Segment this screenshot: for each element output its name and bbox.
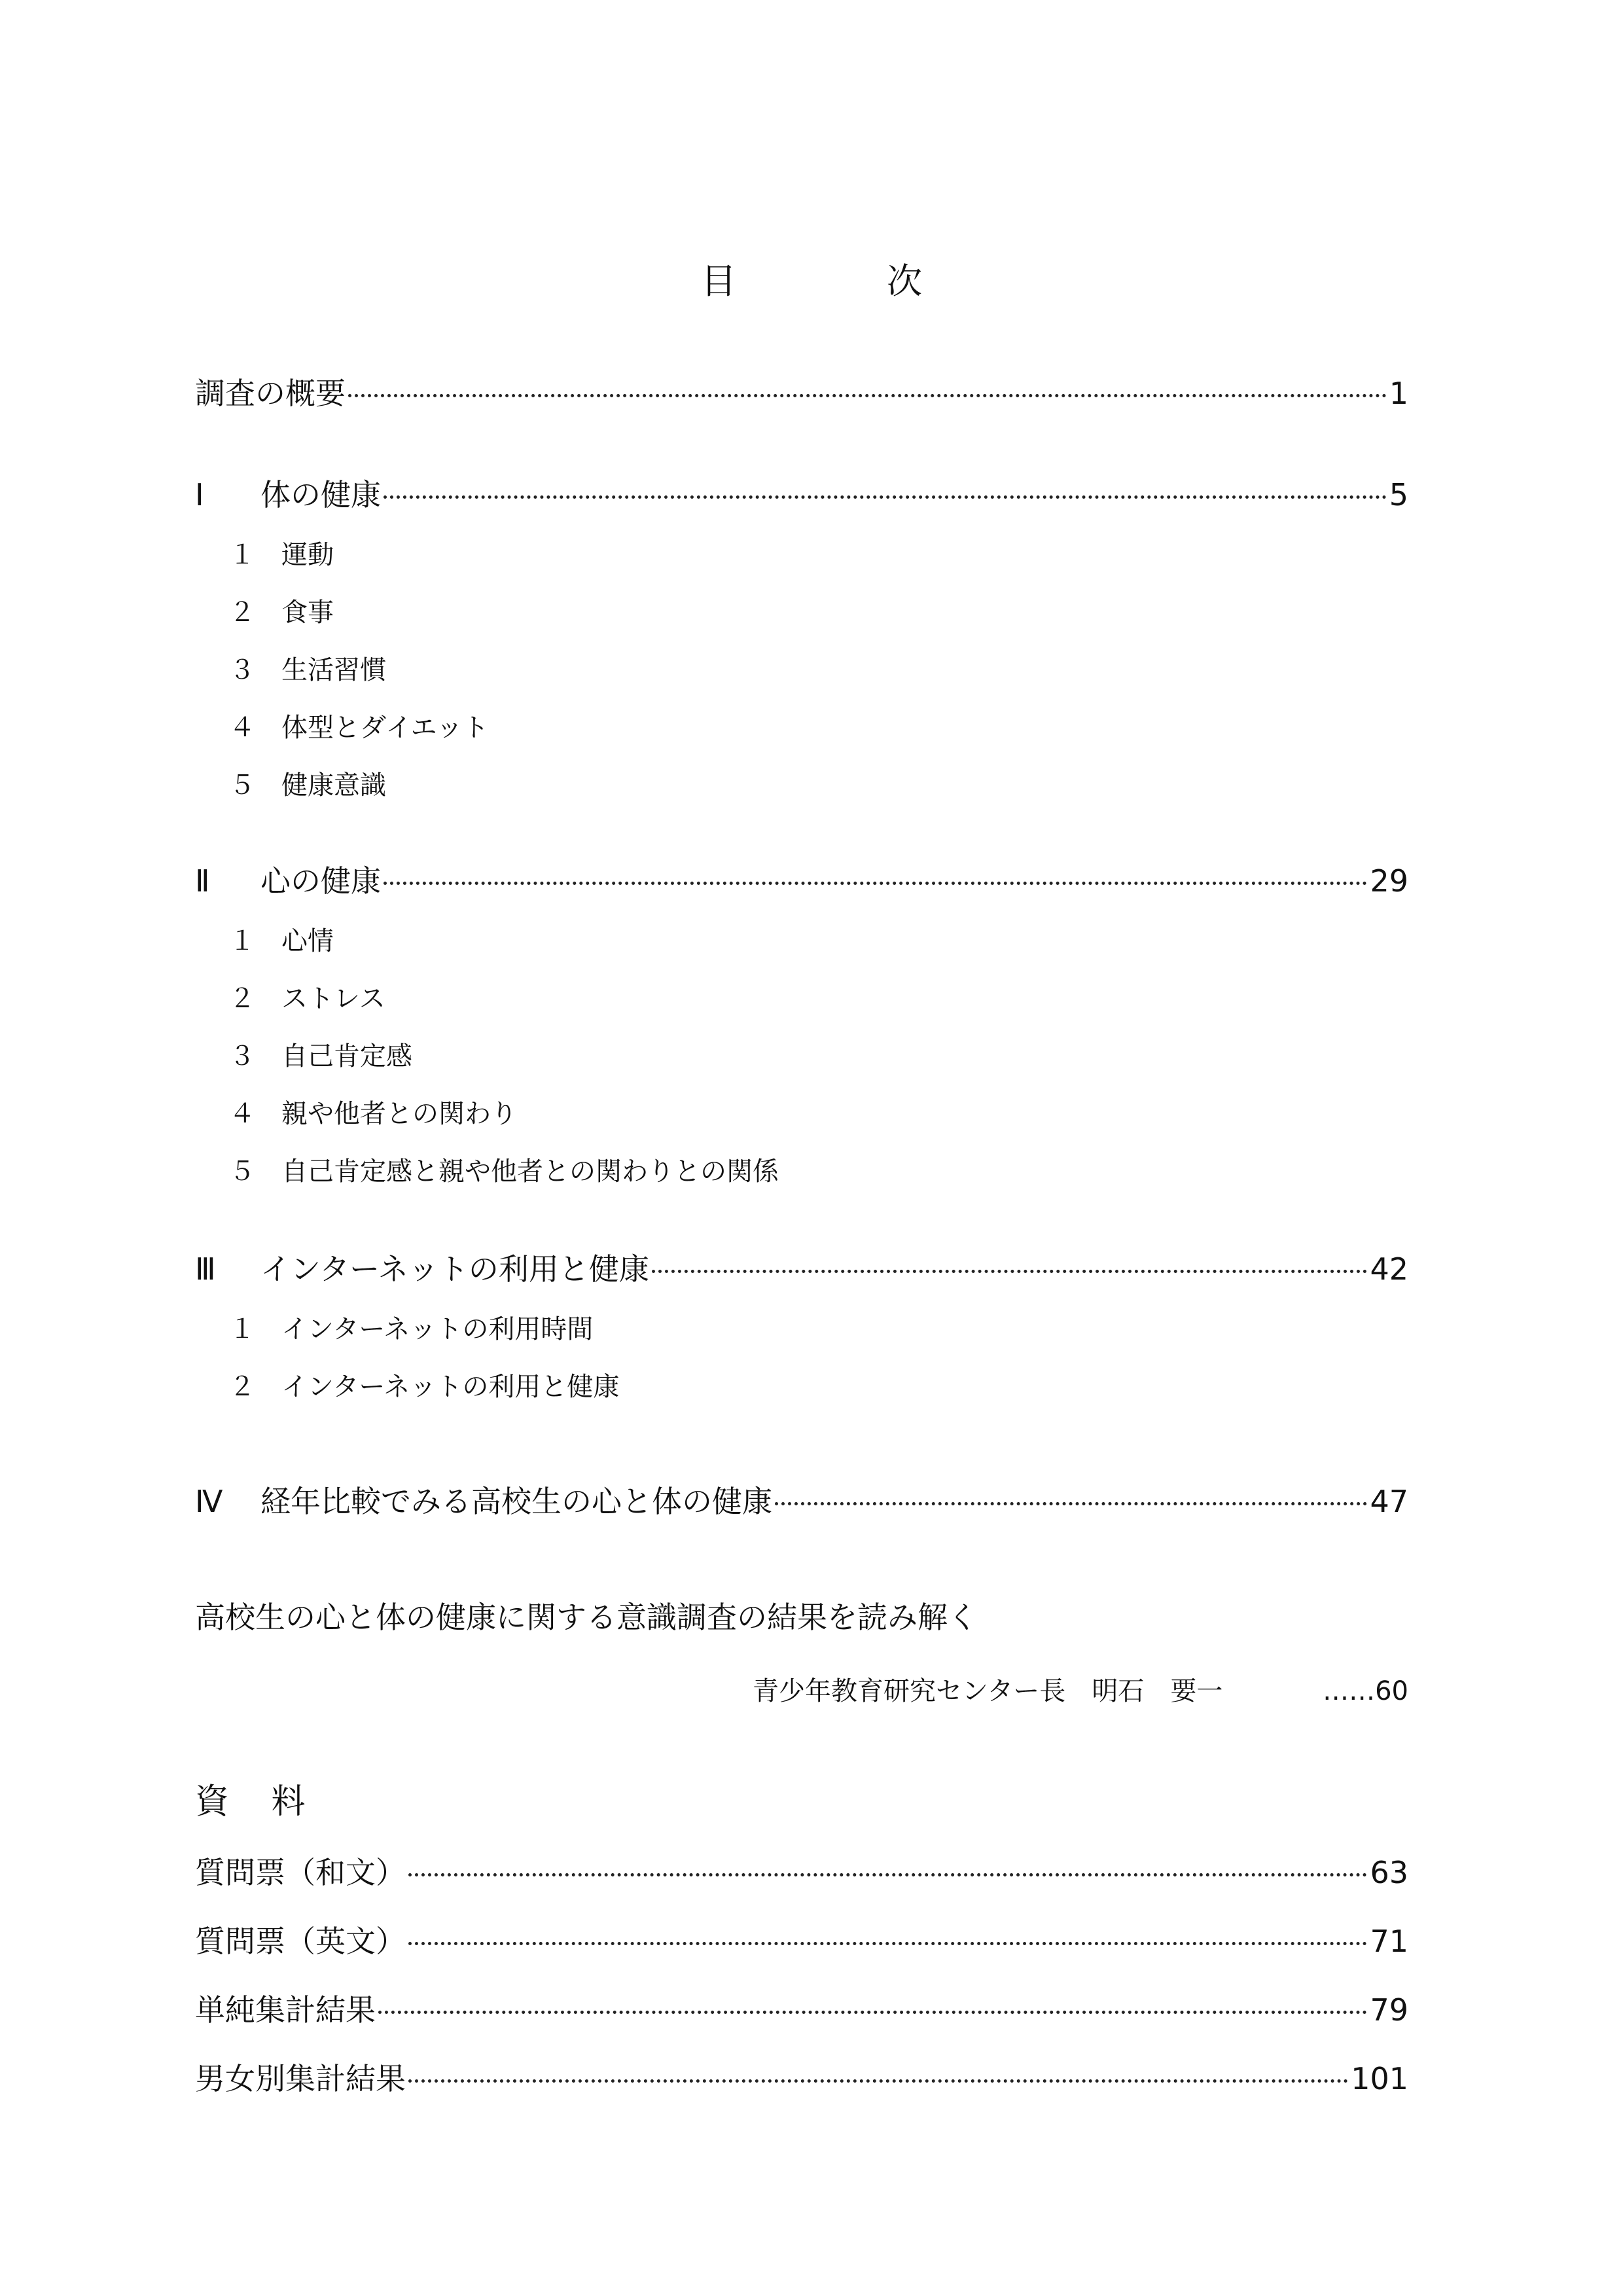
appendix-page: 101 [1351,2061,1408,2096]
toc-appendix-item[interactable] [195,1852,1408,1893]
toc-subitem[interactable] [229,767,386,804]
appendix-heading: 資 料 [195,1782,321,1821]
chapter-label: 体の健康 [260,477,381,512]
subitem-number: ５ [229,1157,255,1187]
toc-subitem[interactable] [229,980,385,1017]
subitem-label: インターネットの利用時間 [281,1314,594,1344]
subitem-number: ３ [229,655,255,685]
subitem-label: ストレス [281,984,385,1014]
subitem-label: 生活習慣 [281,655,386,685]
chapter-label: インターネットの利用と健康 [260,1251,649,1287]
toc-subitem[interactable] [229,923,334,960]
chapter-label: 心の健康 [260,863,381,899]
appendix-label: 単純集計結果 [195,1992,376,2028]
chapter-page: 5 [1389,477,1408,512]
dot-leader [408,1942,1367,1945]
chapter-number: Ⅰ [195,477,204,512]
subitem-label: 親や他者との関わり [281,1099,517,1129]
chapter-number: Ⅳ [195,1484,223,1519]
dot-leader [408,2079,1348,2083]
chapter-number: Ⅱ [195,863,210,899]
subitem-label: 食事 [281,598,334,628]
dot-leader [408,1873,1367,1876]
appendix-page: 63 [1370,1855,1408,1890]
toc-entry-label: 調査の概要 [195,376,346,411]
subitem-label: 自己肯定感と親や他者との関わりとの関係 [281,1157,779,1187]
subitem-number: １ [229,926,255,956]
toc-subitem[interactable] [229,1311,593,1348]
appendix-label: 男女別集計結果 [195,2061,406,2096]
subitem-number: １ [229,1314,255,1344]
subitem-label: 自己肯定感 [281,1041,412,1071]
essay-title: 高校生の心と体の健康に関する意識調査の結果を読み解く [195,1600,978,1635]
toc-subitem[interactable] [229,1096,517,1132]
toc-chapter-2[interactable] [195,861,1408,901]
toc-entry-page: 1 [1389,376,1408,411]
subitem-number: ４ [229,713,255,743]
toc-chapter-4[interactable] [195,1481,1408,1522]
toc-subitem[interactable] [229,652,386,689]
subitem-number: ３ [229,1041,255,1071]
toc-appendix-item[interactable] [195,2058,1408,2099]
dot-leader [348,394,1387,397]
essay-author: 青少年教育研究センター長 明石 要一 [753,1676,1223,1706]
toc-subitem[interactable] [229,537,334,573]
subitem-number: １ [229,540,255,570]
subitem-number: ５ [229,770,255,800]
dot-leader [652,1270,1368,1273]
toc-chapter-1[interactable] [195,475,1408,515]
dot-leader [378,2011,1367,2014]
toc-subitem[interactable] [229,1153,779,1190]
page-title: 目 次 [701,260,980,302]
chapter-label: 経年比較でみる高校生の心と体の健康 [260,1484,772,1519]
dot-leader [383,882,1367,885]
toc-subitem[interactable] [229,1369,619,1405]
toc-appendix-item[interactable] [195,1990,1408,2030]
subitem-label: インターネットの利用と健康 [281,1372,620,1402]
appendix-label: 質問票（和文） [195,1855,406,1890]
chapter-page: 29 [1370,863,1408,899]
subitem-number: ４ [229,1099,255,1129]
subitem-number: ２ [229,984,255,1014]
appendix-page: 71 [1370,1924,1408,1959]
chapter-page: 42 [1370,1251,1408,1287]
subitem-number: ２ [229,598,255,628]
chapter-page: 47 [1370,1484,1408,1519]
chapter-number: Ⅲ [195,1251,216,1287]
dot-leader [775,1502,1367,1505]
toc-appendix-item[interactable] [195,1921,1408,1962]
appendix-label: 質問票（英文） [195,1924,406,1959]
toc-essay[interactable] [195,1597,978,1638]
subitem-label: 体型とダイエット [281,713,489,743]
toc-chapter-3[interactable] [195,1249,1408,1289]
subitem-label: 健康意識 [281,770,386,800]
toc-subitem[interactable] [229,1038,412,1075]
subitem-label: 心情 [281,926,334,956]
appendix-page: 79 [1370,1992,1408,2028]
toc-subitem[interactable] [229,709,489,746]
essay-page: ……60 [1323,1676,1408,1706]
toc-subitem[interactable] [229,594,334,631]
toc-entry-overview[interactable] [195,373,1408,414]
subitem-number: ２ [229,1372,255,1402]
essay-author-row [753,1673,1408,1710]
subitem-label: 運動 [281,540,334,570]
dot-leader [383,495,1387,499]
